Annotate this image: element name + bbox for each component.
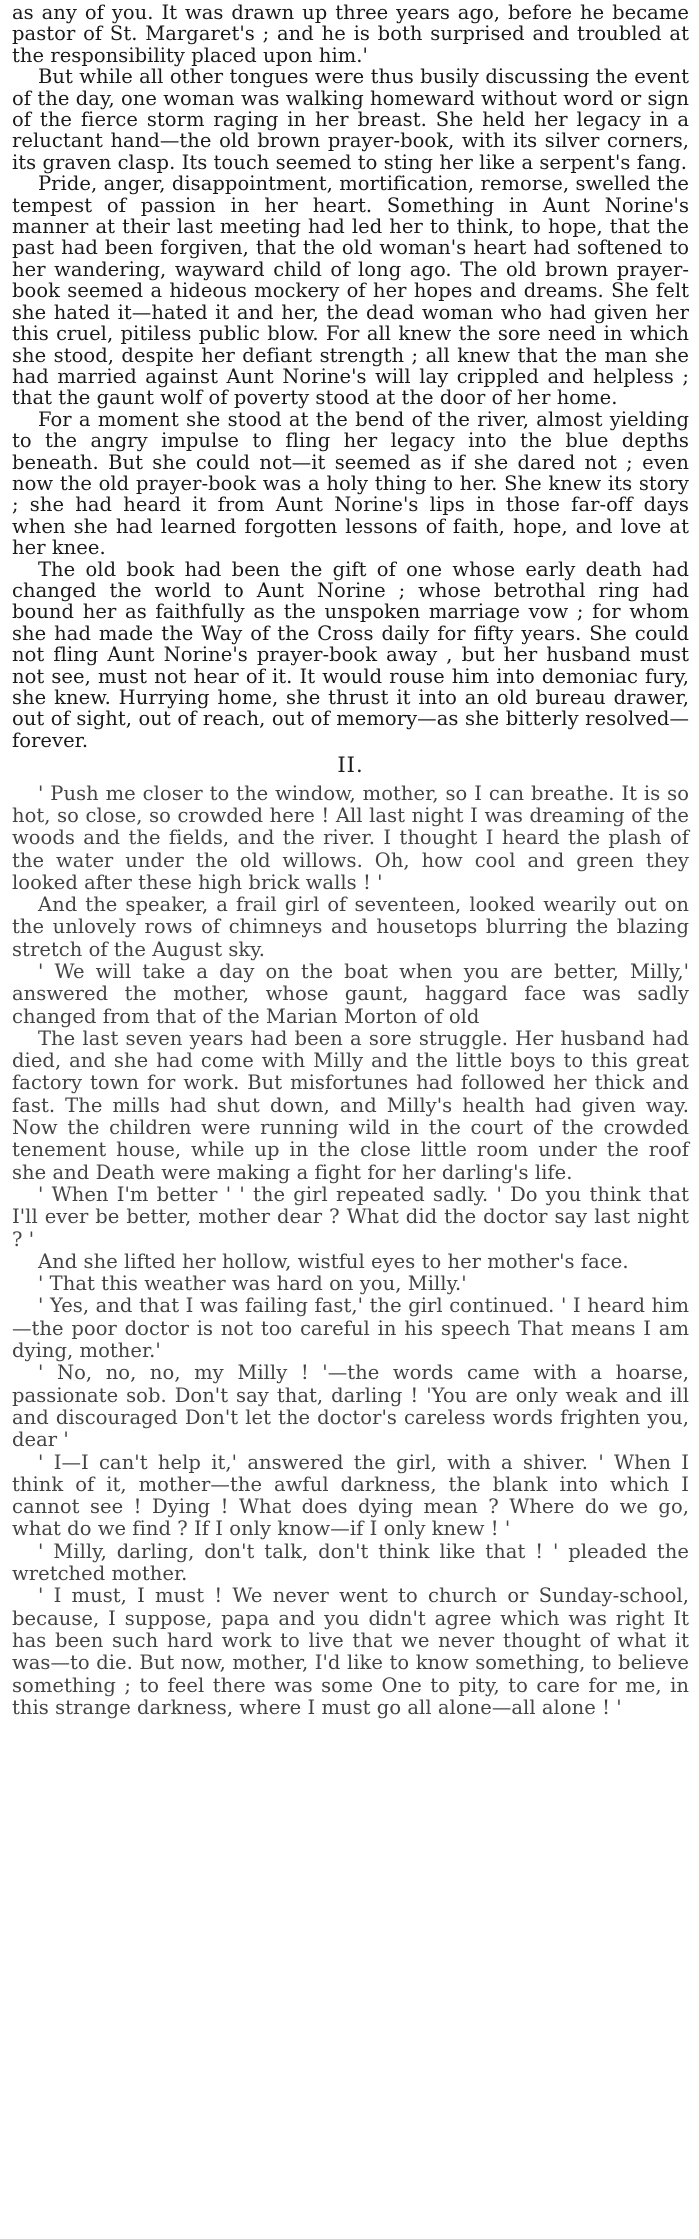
paragraph: But while all other tongues were thus busily discussing the event of the day, one woman was walking homeward without word or sign of the fierce storm raging in her breast. She held her legacy in a reluctant hand—the old brown prayer-book, with its silver corners, its graven clasp. Its touch seemed to sting her like a serpent's fang. (12, 65, 689, 174)
paragraph: Pride, anger, disappointment, mortification, remorse, swelled the tempest of passion in her heart. Something in Aunt Norine's manner at their last meeting had led her to think, to hope, that the past had been forgiven, that the old woman's heart had softened to her wandering, wayward child of long ago. The old brown prayer-book seemed a hideous mockery of her hopes and dreams. She felt she hated it—hated it and her, the dead woman who had given her this cruel, pitiless public blow. For all knew the sore need in which she stood, despite her defiant strength ; all knew that the man she had married against Aunt Norine's will lay crippled and helpless ; that the gaunt wolf of poverty stood at the door of her home. (12, 172, 689, 410)
paragraph: ' We will take a day on the boat when you are better, Milly,' answered the mother, whose gaunt, haggard face was sadly changed from that of the Marian Morton of old (12, 960, 689, 1028)
paragraph: ' Milly, darling, don't talk, don't think like that ! ' pleaded the wretched mother. (12, 1539, 689, 1586)
article-part-two (12, 783, 689, 1719)
paragraph: The old book had been the gift of one whose early death had changed the world to Aunt Norine ; whose betrothal ring had bound her as faithfully as the unspoken marriage vow ; for whom she had made the Way of the Cross daily for fifty years. She could not fling Aunt Norine's prayer-book away , but her husband must not see, must not hear of it. It would rouse him into demoniac fury, she knew. Hurrying home, she thrust it into an old bureau drawer, out of sight, out of reach, out of memory—as she bitterly resolved—forever. (12, 557, 689, 752)
paragraph: ' Yes, and that I was failing fast,' the girl continued. ' I heard him—the poor doctor is not too careful in his speech That means I am dying, mother.' (12, 1294, 689, 1363)
paragraph: ' That this weather was hard on you, Milly.' (38, 1272, 467, 1296)
section-heading: II. (337, 753, 364, 778)
article-part-one (12, 2, 689, 751)
paragraph: The last seven years had been a sore struggle. Her husband had died, and she had come with Milly and the little boys to this great factory town for work. But misfortunes had followed her thick and fast. The mills had shut down, and Milly's health had given way. Now the children were running wild in the court of the crowded tenement house, while up in the close little room under the roof she and Death were making a fight for her darling's life. (12, 1026, 689, 1184)
paragraph: ' I must, I must ! We never went to church or Sunday-school, because, I suppose, papa and you didn't agree which was right It has been such hard work to live that we never thought of what it was—to die. But now, mother, I'd like to know something, to believe something ; to feel there was some One to pity, to care for me, in this strange darkness, where I must go all alone—all alone ! ' (12, 1584, 689, 1719)
paragraph: And she lifted her hollow, wistful eyes to her mother's face. (38, 1249, 629, 1273)
paragraph-continued: as any of you. It was drawn up three years ago, before he became pastor of St. Margaret's ; and he is both surprised and troubled at the responsibility placed upon him.' (12, 1, 689, 67)
paragraph: ' I—I can't help it,' answered the girl, with a shiver. ' When I think of it, mother—the awful darkness, the blank into which I cannot see ! Dying ! What does dying mean ? Where do we go, what do we find ? If I only know—if I only knew ! ' (12, 1450, 689, 1541)
paragraph: For a moment she stood at the bend of the river, almost yielding to the angry impulse to fling her legacy into the blue depths beneath. But she could not—it seemed as if she dared not ; even now the old prayer-book was a holy thing to her. She knew its story ; she had heard it from Aunt Norine's lips in those far-off days when she had learned forgotten lessons of faith, hope, and love at her knee. (12, 407, 689, 560)
paragraph: ' Push me closer to the window, mother, so I can breathe. It is so hot, so close, so crowded here ! All last night I was dreaming of the woods and the fields, and the river. I thought I heard the plash of the water under the old willows. Oh, how cool and green they looked after these high brick walls ! ' (12, 781, 689, 894)
paragraph: ' No, no, no, my Milly ! '—the words came with a hoarse, passionate sob. Don't say that, darling ! 'You are only weak and ill and discouraged Don't let the doctor's careless words frighten you, dear ' (12, 1361, 689, 1452)
paragraph: ' When I'm better ' ' the girl repeated sadly. ' Do you think that I'll ever be better, mother dear ? What did the doctor say last night ? ' (12, 1182, 689, 1251)
paragraph: And the speaker, a frail girl of seventeen, looked wearily out on the unlovely rows of chimneys and housetops blurring the blazing stretch of the August sky. (12, 893, 689, 961)
